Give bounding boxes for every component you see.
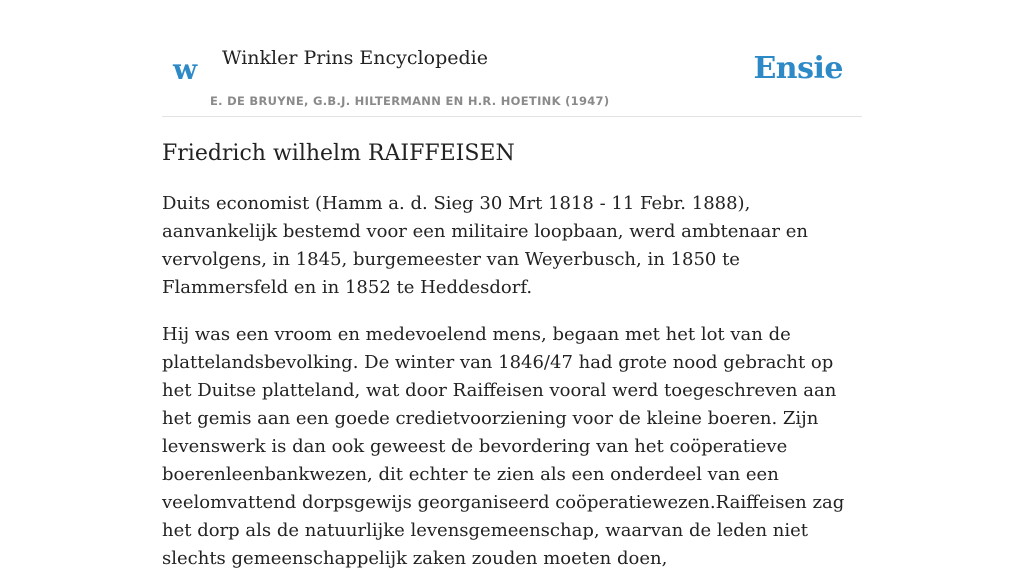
- site-header: [162, 0, 862, 117]
- source-subtitle: E. DE BRUYNE, G.B.J. HILTERMANN EN H.R. HOETINK (1947): [210, 94, 610, 108]
- article-paragraph-2: Hij was een vroom en medevoelend mens, begaan met het lot van de plattelandsbevolking. De winter van 1846/47 had grote nood gebracht op het Duitse platteland, wat door Raiffeisen vooral werd toegeschreven aan het gemis aan een goede credietvoorziening voor de kleine boeren. Zijn levenswerk is dan ook geweest de bevordering van het coöperatieve boerenleenbankwezen, dit echter te zien als een onderdeel van een veelomvattend dorpsgewijs georganiseerd coöperatiewezen.Raiffeisen zag het dorp als de natuurlijke levensgemeenschap, waarvan de leden niet slechts gemeenschappelijk zaken zouden moeten doen,: [162, 324, 845, 569]
- site-title[interactable]: Winkler Prins Encyclopedie: [222, 47, 488, 69]
- ensie-logo-link[interactable]: Ensie: [753, 51, 843, 86]
- article-title: Friedrich wilhelm RAIFFEISEN: [162, 141, 515, 166]
- logo-w-icon[interactable]: w: [173, 53, 198, 86]
- article-paragraph-1: Duits economist (Hamm a. d. Sieg 30 Mrt 1818 - 11 Febr. 1888), aanvankelijk bestemd voor een militaire loopbaan, werd ambtenaar en vervolgens, in 1845, burgemeester van Weyerbusch, in 1850 te Flammersfeld en in 1852 te Heddesdorf.: [162, 193, 808, 298]
- article-content: [162, 138, 866, 573]
